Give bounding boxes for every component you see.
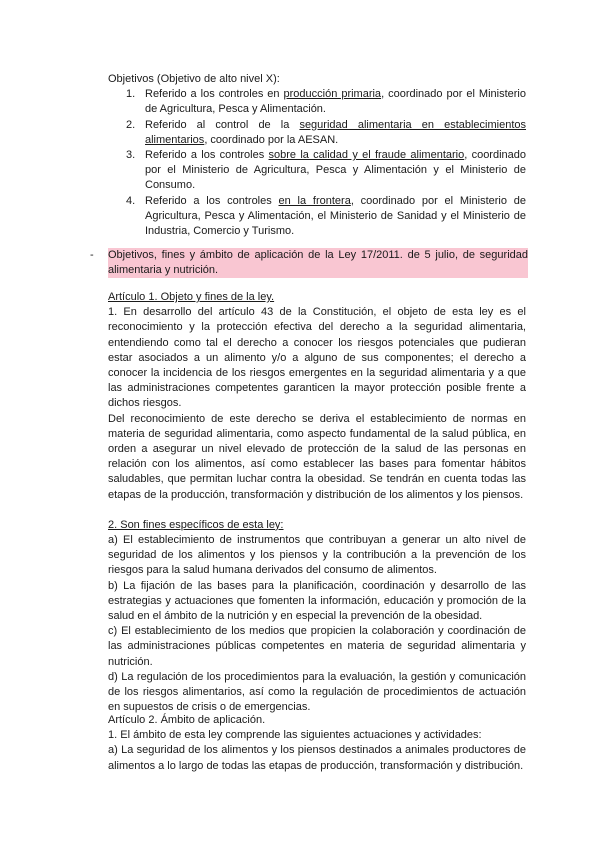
bullet-dash: -	[90, 249, 94, 261]
article-2	[108, 713, 526, 774]
fin-d: d) La regulación de los procedimientos para la evaluación, la gestión y comunicación de los riesgos alimentarios, así como la regulación de procedimientos de actuación en supuestos de crisis o de emergencias.	[108, 670, 526, 714]
fines-heading: 2. Son fines específicos de esta ley:	[108, 518, 284, 531]
highlighted-text: Objetivos, fines y ámbito de aplicación de la Ley 17/2011. de 5 julio, de seguridad alimentaria y nutrición.	[108, 248, 528, 278]
article-1-paragraph-1: 1. En desarrollo del artículo 43 de la Constitución, el objeto de esta ley es el reconocimiento y la protección efectiva del derecho a la seguridad alimentaria, entendiendo como tal el derecho a conocer los riesgos potenciales que pudieran estar asociados a un alimento y/o a alguno de sus componentes; el derecho a conocer la incidencia de los riesgos emergentes en la seguridad alimentaria y a que las administraciones competentes garanticen la mayor protección posible frente a dichos riesgos.	[108, 306, 526, 410]
objectives-list	[108, 87, 526, 239]
article-1-paragraph-2: Del reconocimiento de este derecho se deriva el establecimiento de normas en materia de seguridad alimentaria, como aspecto fundamental de la salud pública, en orden a asegurar un nivel elevado de protección de la salud de las personas en relación con los alimentos, así como establecer las bases para fomentar hábitos saludables, que permitan luchar contra la obesidad. Se tendrán en cuenta todas las etapas de la producción, transformación y distribución de los alimentos y los piensos.	[108, 412, 526, 501]
highlighted-section-heading	[90, 248, 528, 278]
article-1-title: Artículo 1. Objeto y fines de la ley.	[108, 291, 275, 303]
article-1	[108, 290, 526, 715]
list-item: 1. Referido a los controles en producción primaria, coordinado por el Ministerio de Agricultura, Pesca y Alimentación.	[126, 88, 526, 116]
list-item: 2. Referido al control de la seguridad alimentaria en establecimientos alimentarios, coordinado por la AESAN.	[126, 118, 527, 146]
objectives-section	[108, 72, 526, 239]
article-2-item-a: a) La seguridad de los alimentos y los piensos destinados a animales productores de alimentos a lo largo de todas las etapas de producción, transformación y distribución.	[108, 744, 526, 772]
objectives-heading: Objetivos (Objetivo de alto nivel X):	[108, 73, 280, 85]
fin-c: c) El establecimiento de los medios que propicien la colaboración y coordinación de las administraciones públicas competentes en materia de seguridad alimentaria y nutrición.	[108, 625, 526, 668]
fin-a: a) El establecimiento de instrumentos que contribuyan a generar un alto nivel de seguridad de los alimentos y los piensos y la contribución a la prevención de los riesgos para la salud humana derivados del consumo de alimentos.	[108, 534, 526, 577]
fin-b: b) La fijación de las bases para la planificación, coordinación y desarrollo de las estrategias y actuaciones que fomenten la información, educación y promoción de la salud en el ámbito de la nutrición y en especial la prevención de la obesidad.	[108, 579, 526, 623]
article-2-paragraph-1: 1. El ámbito de esta ley comprende las siguientes actuaciones y actividades:	[108, 729, 482, 742]
article-2-title: Artículo 2. Ámbito de aplicación.	[108, 714, 266, 726]
list-item: 3. Referido a los controles sobre la calidad y el fraude alimentario, coordinado por el Ministerio de Agricultura, Pesca y Alimentación y el Ministerio de Consumo.	[126, 149, 527, 192]
list-item: 4. Referido a los controles en la frontera, coordinado por el Ministerio de Agricultura, Pesca y Alimentación, el Ministerio de Sanidad y el Ministerio de Industria, Comercio y Turismo.	[126, 194, 526, 238]
